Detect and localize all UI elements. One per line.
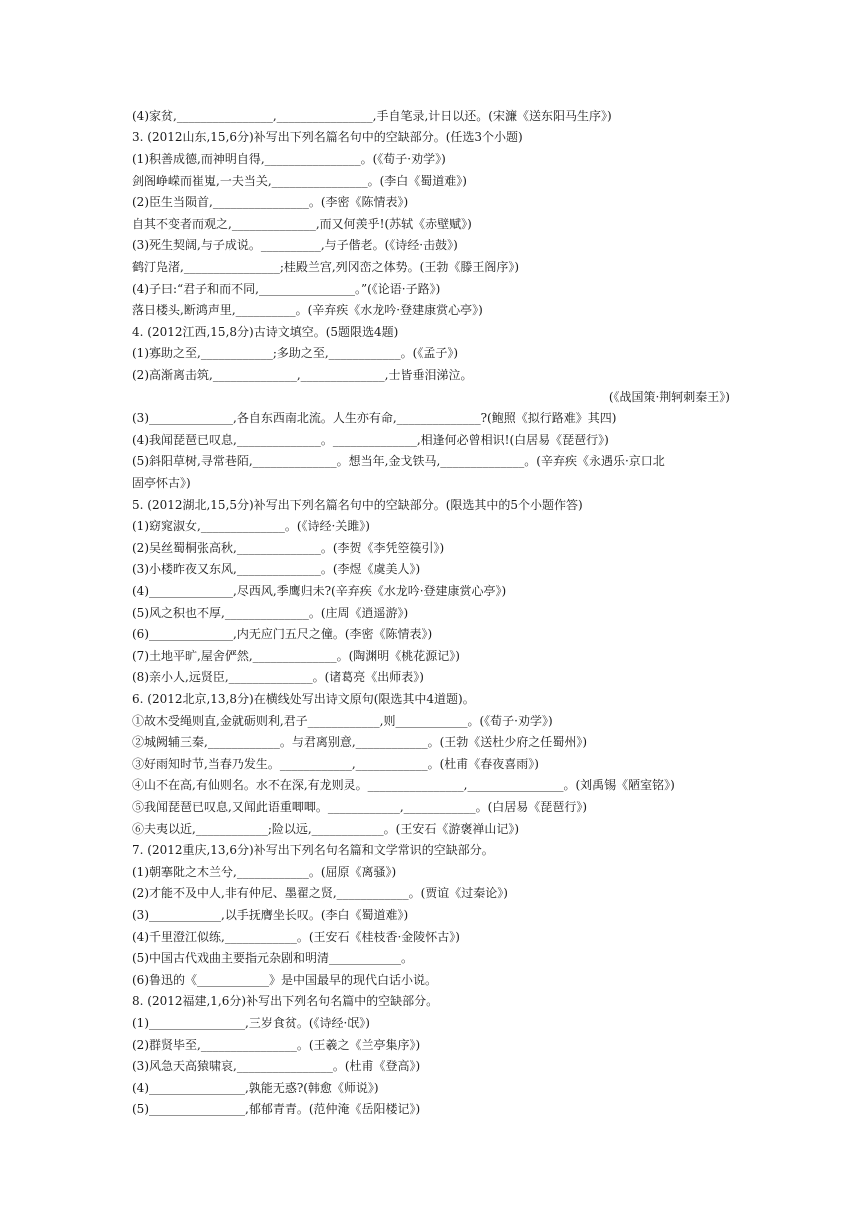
text-line: (4)子曰:“君子和而不同,________________。”(《论语·子路》) xyxy=(132,282,441,296)
text-line: (1)窈窕淑女,______________。(《诗经·关雎》) xyxy=(132,519,370,533)
text-line: (3)风急天高猿啸哀,________________。(杜甫《登高》) xyxy=(132,1059,421,1073)
text-line: (4)______________,尽西风,季鹰归未?(辛弃疾《水龙吟·登建康赏心亭》) xyxy=(132,584,507,598)
text-line: (1)________________,三岁食贫。(《诗经·氓》) xyxy=(132,1016,370,1030)
text-line: (4)我闻琵琶已叹息,______________。______________,相逢何必曾相识!(白居易《琵琶行》) xyxy=(132,433,609,447)
text-line: (2)高渐离击筑,______________,______________,士皆垂泪涕泣。 xyxy=(132,368,473,382)
text-line: (5)斜阳草树,寻常巷陌,______________。想当年,金戈铁马,______________。(辛弃疾《永遇乐·京口北 xyxy=(132,454,665,468)
text-line: ③好雨知时节,当春乃发生。____________,____________。(杜甫《春夜喜雨》) xyxy=(132,757,539,771)
question-heading: 6. (2012北京,13,8分)在横线处写出诗文原句(限选其中4道题)。 xyxy=(132,692,475,706)
text-line: (3)死生契阔,与子成说。__________,与子偕老。(《诗经·击鼓》) xyxy=(132,238,458,252)
text-line: (4)家贫,________________,________________,手自笔录,计日以还。(宋濂《送东阳马生序》) xyxy=(132,109,612,123)
text-line: (2)吴丝蜀桐张高秋,______________。(李贺《李凭箜篌引》) xyxy=(132,541,445,555)
question-heading: 7. (2012重庆,13,6分)补写出下列名句名篇和文学常识的空缺部分。 xyxy=(132,843,494,857)
question-heading: 8. (2012福建,1,6分)补写出下列名句名篇中的空缺部分。 xyxy=(132,994,439,1008)
text-line: (3)____________,以手抚膺坐长叹。(李白《蜀道难》) xyxy=(132,908,409,922)
text-line: 剑阁峥嵘而崔嵬,一夫当关,________________。(李白《蜀道难》) xyxy=(132,174,467,188)
text-line: 落日楼头,断鸿声里,__________。(辛弃疾《水龙吟·登建康赏心亭》) xyxy=(132,303,483,317)
text-line: ①故木受绳则直,金就砺则利,君子____________,则____________。(《荀子·劝学》) xyxy=(132,714,553,728)
text-line: ②城阙辅三秦,____________。与君离别意,____________。(王勃《送杜少府之任蜀州》) xyxy=(132,735,587,749)
text-line: (5)________________,郁郁青青。(范仲淹《岳阳楼记》) xyxy=(132,1102,421,1116)
text-line: (6)鲁迅的《____________》是中国最早的现代白话小说。 xyxy=(132,973,437,987)
text-line: (7)土地平旷,屋舍俨然,______________。(陶渊明《桃花源记》) xyxy=(132,649,460,663)
text-line: (6)______________,内无应门五尺之僮。(李密《陈情表》) xyxy=(132,627,433,641)
text-line: ⑥夫夷以近,____________;险以远,____________。(王安石《游褒禅山记》) xyxy=(132,822,520,836)
question-heading: 4. (2012江西,15,8分)古诗文填空。(5题限选4题) xyxy=(132,325,399,339)
text-line: ④山不在高,有仙则名。水不在深,有龙则灵。________________,________________。(刘禹锡《陋室铭》) xyxy=(132,778,675,792)
text-line: 鹤汀凫渚,________________;桂殿兰宫,列冈峦之体势。(王勃《滕王阁序》) xyxy=(132,260,520,274)
text-line: (5)中国古代戏曲主要指元杂剧和明清____________。 xyxy=(132,951,413,965)
text-line: 固亭怀古》) xyxy=(132,476,191,490)
text-line: (2)才能不及中人,非有仲尼、墨翟之贤,____________。(贾谊《过秦论》) xyxy=(132,886,508,900)
text-line: (2)群贤毕至,________________。(王羲之《兰亭集序》) xyxy=(132,1038,421,1052)
text-line: (2)臣生当陨首,________________。(李密《陈情表》) xyxy=(132,195,409,209)
text-line: (5)风之积也不厚,______________。(庄周《逍遥游》) xyxy=(132,606,409,620)
text-line: (1)积善成德,而神明自得,________________。(《荀子·劝学》) xyxy=(132,152,446,166)
question-heading: 5. (2012湖北,15,5分)补写出下列名篇名句中的空缺部分。(限选其中的5个小题作答) xyxy=(132,498,583,512)
question-heading: 3. (2012山东,15,6分)补写出下列名篇名句中的空缺部分。(任选3个小题) xyxy=(132,130,523,144)
text-line: (1)寡助之至,____________;多助之至,____________。(《孟子》) xyxy=(132,346,459,360)
text-line: (8)亲小人,远贤臣,______________。(诸葛亮《出师表》) xyxy=(132,670,424,684)
text-line: (3)______________,各自东西南北流。人生亦有命,______________?(鲍照《拟行路难》其四) xyxy=(132,411,617,425)
text-line: ⑤我闻琵琶已叹息,又闻此语重唧唧。____________,____________。(白居易《琵琶行》) xyxy=(132,800,587,814)
text-line: 自其不变者而观之,______________,而又何羡乎!(苏轼《赤壁赋》) xyxy=(132,217,472,231)
text-line: (3)小楼昨夜又东风,______________。(李煜《虞美人》) xyxy=(132,562,421,576)
text-line: (4)千里澄江似练,____________。(王安石《桂枝香·金陵怀古》) xyxy=(132,930,460,944)
text-line: (1)朝搴阰之木兰兮,____________。(屈原《离骚》) xyxy=(132,865,397,879)
source-citation: (《战国策·荆轲刺秦王》) xyxy=(608,390,730,404)
text-line: (4)________________,孰能无惑?(韩愈《师说》) xyxy=(132,1081,379,1095)
